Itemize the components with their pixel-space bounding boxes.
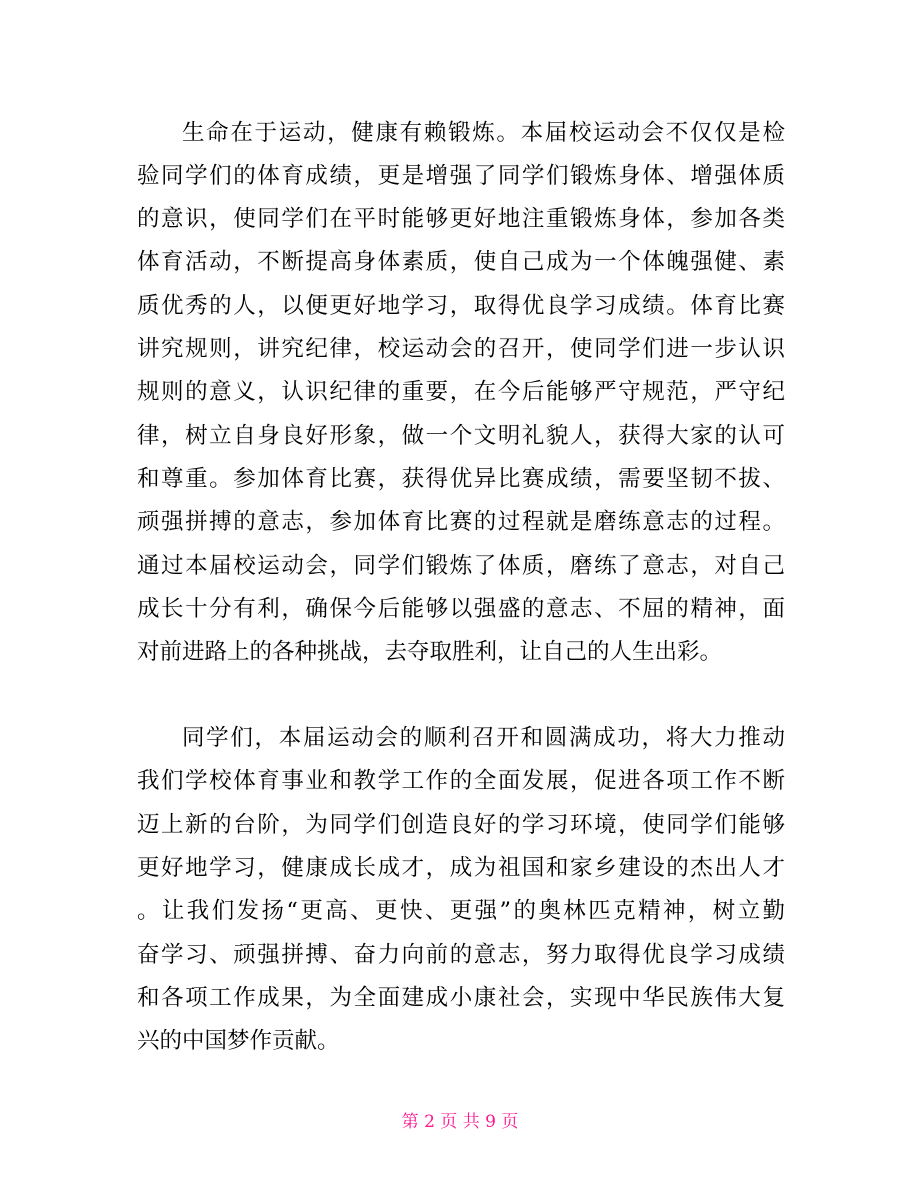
paragraph-line: 同学们，本届运动会的顺利召开和圆满成功，将大力推动 [182, 725, 785, 751]
paragraph-line: 奋学习、顽强拼搏、奋力向前的意志，努力取得优良学习成绩 [137, 942, 785, 968]
paragraph-line: 和各项工作成果，为全面建成小康社会，实现中华民族伟大复 [137, 985, 785, 1011]
paragraph-line: 质优秀的人，以便更好地学习，取得优良学习成绩。体育比赛 [137, 293, 785, 319]
paragraph-line: 律，树立自身良好形象，做一个文明礼貌人，获得大家的认可 [137, 423, 785, 449]
paragraph-line: 通过本届校运动会，同学们锻炼了体质，磨练了意志，对自己 [137, 553, 785, 579]
paragraph-line: 和尊重。参加体育比赛，获得优异比赛成绩，需要坚韧不拔、 [137, 466, 785, 492]
paragraph-line: 验同学们的体育成绩，更是增强了同学们锻炼身体、增强体质 [137, 163, 785, 189]
page-number-footer: 第 2 页 共 9 页 [401, 1112, 519, 1132]
paragraph-line: 讲究规则，讲究纪律，校运动会的召开，使同学们进一步认识 [137, 336, 785, 362]
paragraph-line: 更好地学习，健康成长成才，成为祖国和家乡建设的杰出人才 [137, 855, 785, 881]
paragraph-line: 规则的意义，认识纪律的重要，在今后能够严守规范，严守纪 [137, 379, 785, 405]
paragraph-line: 迈上新的台阶，为同学们创造良好的学习环境，使同学们能够 [137, 812, 785, 838]
paragraph-line: 体育活动，不断提高身体素质，使自己成为一个体魄强健、素 [137, 249, 785, 275]
paragraph-line: 生命在于运动，健康有赖锻炼。本届校运动会不仅仅是检 [182, 120, 785, 146]
paragraph-line: 兴的中国梦作贡献。 [137, 1028, 340, 1054]
paragraph-line: 顽强拼搏的意志，参加体育比赛的过程就是磨练意志的过程。 [137, 509, 785, 535]
paragraph-line: 。让我们发扬“更高、更快、更强”的奥林匹克精神，树立勤 [137, 898, 785, 924]
paragraph-line: 成长十分有利，确保今后能够以强盛的意志、不屈的精神，面 [137, 596, 785, 622]
paragraph-line: 对前进路上的各种挑战，去夺取胜利，让自己的人生出彩。 [137, 639, 723, 665]
paragraph-line: 我们学校体育事业和教学工作的全面发展，促进各项工作不断 [137, 768, 785, 794]
paragraph-line: 的意识，使同学们在平时能够更好地注重锻炼身体，参加各类 [137, 206, 785, 232]
